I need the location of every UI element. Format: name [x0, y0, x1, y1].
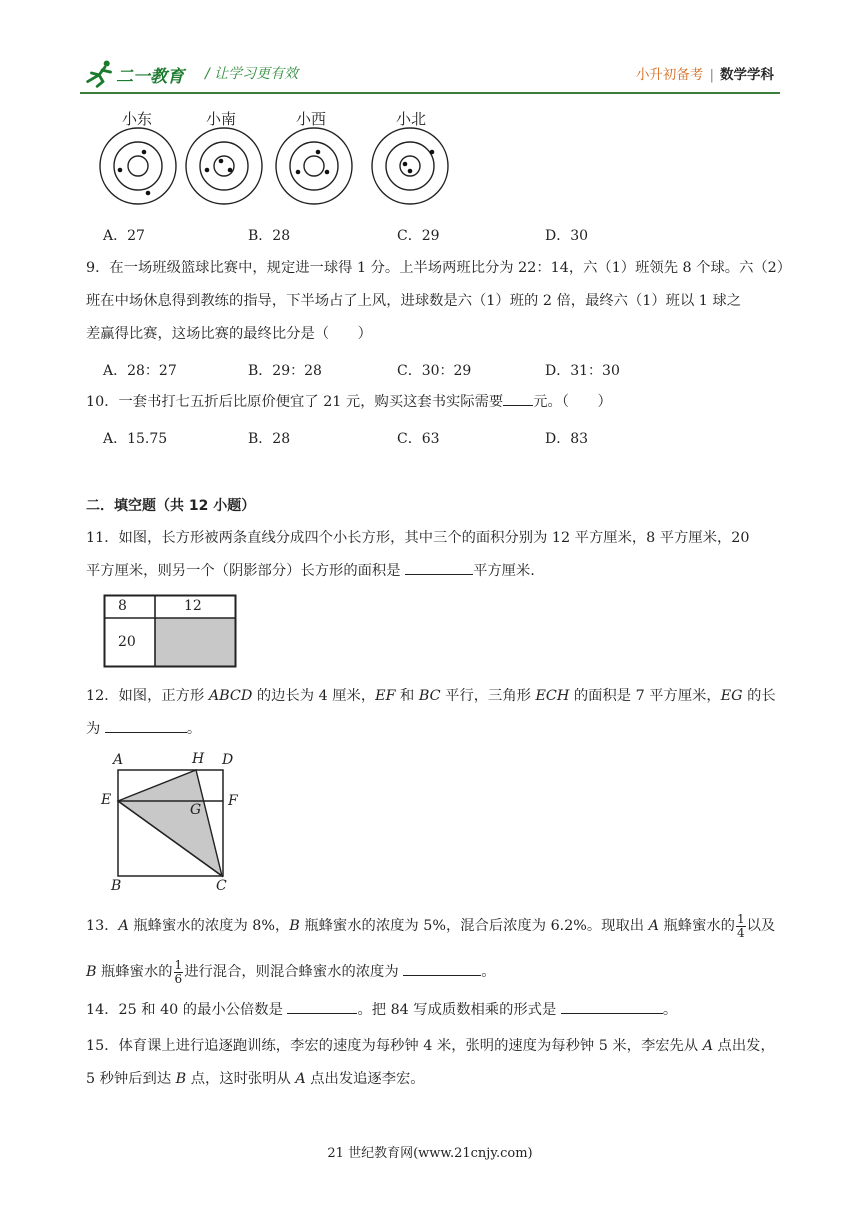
- question-line: [86, 1030, 786, 1063]
- option: B．28: [248, 228, 291, 244]
- header-subject-label: 数学学科: [720, 67, 774, 83]
- target: [276, 128, 352, 204]
- question-12: [86, 680, 786, 746]
- question-text: 的面积是 7 平方厘米，: [569, 688, 721, 704]
- math-var: B: [175, 1071, 187, 1087]
- question-line: 9．在一场班级篮球比赛中，规定进一球得 1 分。上半场两班比分为 22：14，六（1）班领先 8 个球。六（2）: [86, 260, 792, 276]
- option: B．29：28: [248, 363, 322, 379]
- answer-blank: [503, 391, 533, 406]
- fraction: [736, 913, 746, 940]
- question-text: 。: [186, 721, 202, 737]
- header-category: 小升初备考: [635, 67, 704, 83]
- slogan: / 让学习更有效: [205, 66, 299, 82]
- answer-blank: [403, 961, 481, 976]
- math-var: EF: [375, 688, 396, 704]
- logo-text: 二一教育: [116, 67, 184, 87]
- math-var: B: [289, 918, 300, 934]
- question-text: 瓶蜂蜜水的: [658, 918, 735, 934]
- fraction-numerator: 1: [736, 911, 745, 926]
- cell-label: 20: [118, 634, 136, 650]
- question-text: 和: [395, 688, 419, 704]
- answer-blank: [561, 999, 663, 1014]
- question-text: 10．一套书打七五折后比原价便宜了 21 元，购买这套书实际需要: [86, 394, 504, 410]
- option: A．15.75: [103, 431, 168, 447]
- option: C．29: [397, 228, 440, 244]
- question-14: [86, 994, 786, 1027]
- cell-label: 8: [118, 598, 127, 614]
- runner-logo-icon: [82, 58, 120, 88]
- question-line: 差赢得比赛，这场比赛的最终比分是（ ）: [86, 326, 372, 342]
- question-text: 平方厘米，则另一个（阴影部分）长方形的面积是: [86, 563, 406, 579]
- section-title: 二．填空题（共 12 小题）: [86, 498, 256, 514]
- cell-label: 12: [184, 598, 202, 614]
- question-text: 平方厘米.: [473, 563, 535, 579]
- question-text: 瓶蜂蜜水的浓度为 8%，: [128, 918, 290, 934]
- targets-figure: [96, 126, 456, 210]
- point-label: D: [222, 752, 234, 768]
- question-9: [86, 252, 792, 351]
- question-text: 平行，三角形: [440, 688, 536, 704]
- fraction-denominator: 4: [736, 925, 745, 940]
- question-text: 5 秒钟后到达: [86, 1071, 176, 1087]
- point-label: A: [113, 752, 124, 768]
- question-text: 点出发追逐李宏。: [305, 1071, 425, 1087]
- target: [186, 128, 262, 204]
- question-text: 12．如图，正方形: [86, 688, 209, 704]
- option: C．63: [397, 431, 440, 447]
- target-label: 小西: [296, 110, 327, 128]
- square-figure: [100, 752, 250, 894]
- question-text: 。: [662, 1002, 678, 1018]
- math-var: A: [295, 1071, 306, 1087]
- question-text: 瓶蜂蜜水的: [96, 964, 173, 980]
- answer-blank: [287, 999, 357, 1014]
- question-13: [86, 906, 786, 992]
- math-var: B: [86, 964, 97, 980]
- question-text: 。把 84 写成质数相乘的形式是: [357, 1002, 561, 1018]
- math-var: ECH: [535, 688, 570, 704]
- math-var: EG: [720, 688, 743, 704]
- answer-blank: [105, 718, 187, 733]
- question-10: [86, 386, 786, 419]
- option: D．83: [545, 431, 589, 447]
- question-line: 班在中场休息得到教练的指导，下半场占了上风，进球数是六（1）班的 2 倍，最终六（1）班以 1 球之: [86, 293, 742, 309]
- point-label: G: [190, 802, 202, 818]
- math-var: ABCD: [208, 688, 253, 704]
- target-label: 小南: [206, 110, 237, 128]
- fraction: [174, 959, 184, 986]
- question-text: 进行混合，则混合蜂蜜水的浓度为: [184, 964, 404, 980]
- question-text: 以及: [746, 918, 776, 934]
- math-var: A: [702, 1038, 714, 1054]
- option: A．28：27: [103, 363, 177, 379]
- footer: 21 世纪教育网(www.21cnjy.com): [327, 1146, 533, 1161]
- question-line: [86, 680, 786, 713]
- question-line: [86, 906, 786, 946]
- target: [372, 128, 448, 204]
- question-text: 13．: [86, 918, 119, 934]
- answer-blank: [405, 560, 473, 575]
- question-line: [86, 713, 786, 746]
- question-text: 点，这时张明从: [186, 1071, 296, 1087]
- question-line: [86, 1063, 786, 1096]
- question-text: 点出发，: [713, 1038, 775, 1054]
- question-text: 的长: [742, 688, 776, 704]
- header-divider: [80, 92, 780, 94]
- option: B．28: [248, 431, 291, 447]
- question-line: 11．如图，长方形被两条直线分成四个小长方形，其中三个的面积分别为 12 平方厘米，8 平方厘米，20: [86, 530, 750, 546]
- target-label: 小东: [122, 110, 153, 128]
- question-text: 14．25 和 40 的最小公倍数是: [86, 1002, 288, 1018]
- option: A．27: [103, 228, 145, 244]
- point-label: E: [101, 792, 112, 808]
- math-var: BC: [418, 688, 441, 704]
- point-label: F: [228, 793, 238, 809]
- option: D．30: [545, 228, 589, 244]
- question-text: 为: [86, 721, 105, 737]
- question-line: [86, 952, 786, 992]
- option: C．30：29: [397, 363, 472, 379]
- question-11: [86, 522, 786, 588]
- header-subject: [636, 63, 774, 83]
- question-text: 瓶蜂蜜水的浓度为 5%，混合后浓度为 6.2%。现取出: [299, 918, 649, 934]
- question-line: [86, 555, 786, 588]
- header-separator: |: [709, 67, 714, 83]
- option: D．31：30: [545, 363, 620, 379]
- question-text: 。: [481, 964, 496, 980]
- fraction-numerator: 1: [174, 957, 183, 972]
- point-label: C: [216, 878, 227, 894]
- target-label: 小北: [396, 110, 427, 128]
- fraction-denominator: 6: [174, 971, 183, 986]
- math-var: A: [648, 918, 659, 934]
- target: [100, 128, 176, 204]
- math-var: A: [118, 918, 129, 934]
- point-label: H: [192, 751, 205, 767]
- question-text: 的边长为 4 厘米，: [252, 688, 376, 704]
- question-text: 15．体育课上进行追逐跑训练，李宏的速度为每秒钟 4 米，张明的速度为每秒钟 5 米，李宏先从: [86, 1038, 703, 1054]
- point-label: B: [111, 878, 122, 894]
- question-text: 元。（ ）: [533, 394, 612, 410]
- question-15: [86, 1030, 786, 1096]
